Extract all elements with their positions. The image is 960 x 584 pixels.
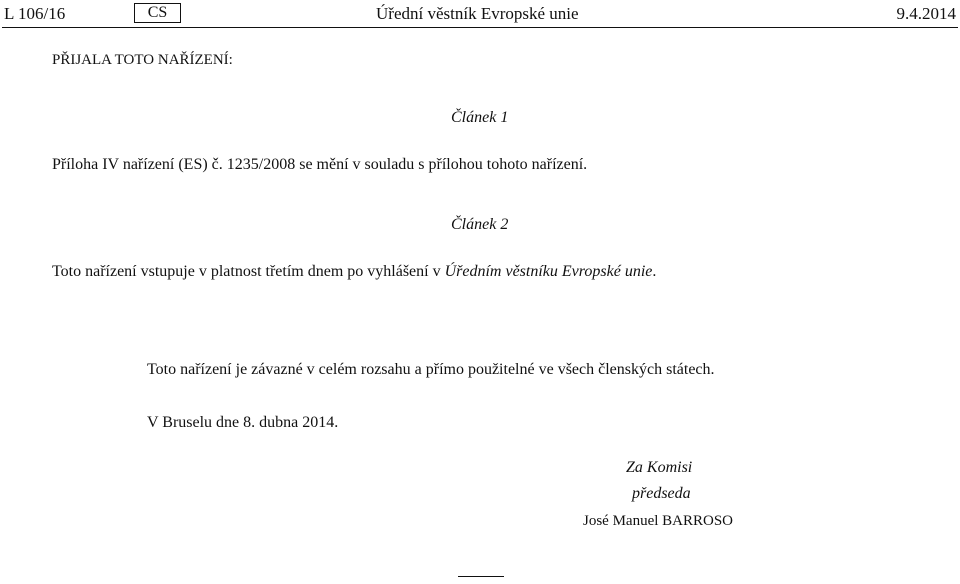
article-2-text-start: Toto nařízení vstupuje v platnost třetím dnem po vyhlášení v [52,263,445,280]
place-date: V Bruselu dne 8. dubna 2014. [147,414,339,431]
article-2-text-end: . [652,263,657,280]
article-2-text [52,262,656,282]
journal-name-reference: Úředním věstníku Evropské unie [444,263,653,280]
article-2-heading: Článek 2 [451,216,509,233]
binding-clause: Toto nařízení je závazné v celém rozsahu a přímo použitelné ve všech členských státech. [147,361,715,378]
footer-divider [458,576,504,577]
signatory-name: José Manuel BARROSO [583,513,734,529]
header-divider [2,27,958,28]
signature-title: předseda [632,485,691,502]
language-code-box: CS [134,3,181,23]
adoption-line: PŘIJALA TOTO NAŘÍZENÍ: [52,52,233,68]
signature-on-behalf: Za Komisi [626,459,693,476]
journal-title: Úřední věstník Evropské unie [376,4,579,23]
issue-date: 9.4.2014 [896,4,956,23]
article-1-text: Příloha IV nařízení (ES) č. 1235/2008 se mění v souladu s přílohou tohoto nařízení. [52,156,588,173]
page-reference: L 106/16 [4,4,66,23]
article-1-heading: Článek 1 [451,109,509,126]
